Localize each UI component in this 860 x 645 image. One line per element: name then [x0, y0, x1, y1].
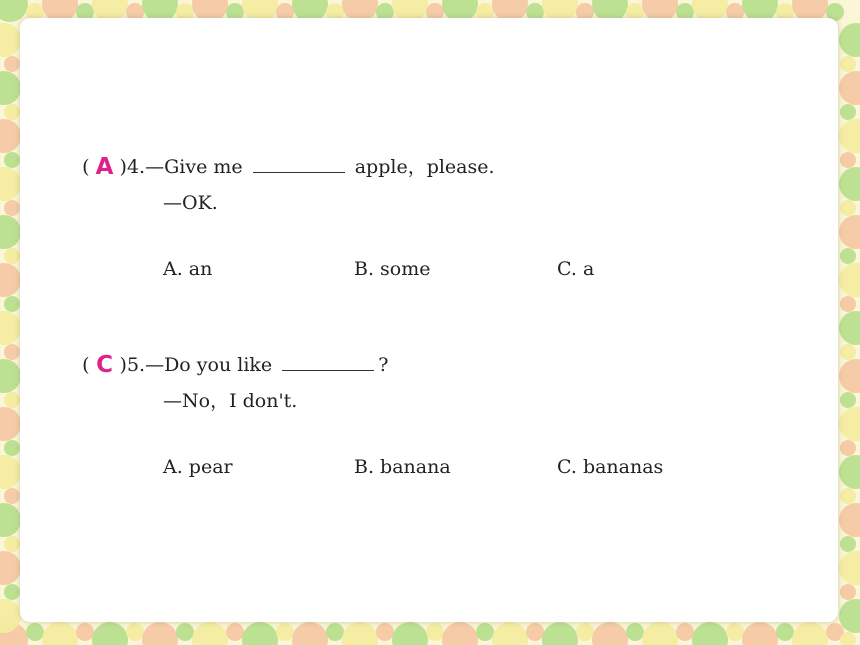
border-dot-58	[692, 622, 728, 645]
border-dot-88	[0, 263, 21, 297]
border-dot-113	[4, 584, 20, 600]
answer-paren-open: (	[82, 354, 90, 376]
border-dot-107	[840, 488, 856, 504]
border-dot-84	[0, 215, 21, 249]
border-dot-66	[792, 622, 828, 645]
border-dot-51	[626, 623, 644, 641]
border-dot-78	[839, 119, 860, 153]
stem-after-blank: apple，please.	[354, 156, 495, 178]
border-dot-80	[0, 167, 21, 201]
answer-paren-open: (	[82, 156, 90, 178]
border-dot-69	[4, 56, 20, 72]
border-dot-43	[526, 623, 544, 641]
stem-after-blank: ?	[378, 354, 389, 376]
border-dot-110	[839, 503, 860, 537]
border-dot-18	[192, 622, 228, 645]
border-dot-114	[839, 551, 860, 585]
border-dot-42	[492, 622, 528, 645]
border-dot-7	[76, 623, 94, 641]
border-dot-81	[4, 200, 20, 216]
border-dot-59	[726, 623, 744, 641]
border-dot-104	[0, 455, 21, 489]
border-dot-75	[840, 104, 856, 120]
stem-before-blank: —Do you like	[145, 354, 273, 376]
border-dot-85	[4, 248, 20, 264]
border-dot-79	[840, 152, 856, 168]
border-dot-31	[376, 623, 394, 641]
border-dot-73	[4, 104, 20, 120]
border-dot-35	[426, 623, 444, 641]
stem-before-blank: —Give me	[145, 156, 243, 178]
border-dot-34	[392, 622, 428, 645]
border-dot-82	[839, 167, 860, 201]
border-dot-98	[839, 359, 860, 393]
border-dot-97	[4, 392, 20, 408]
question-5-option-c: C. bananas	[557, 456, 664, 478]
border-dot-89	[4, 296, 20, 312]
border-dot-23	[276, 623, 294, 641]
border-dot-83	[840, 200, 856, 216]
border-dot-71	[840, 56, 856, 72]
question-4-option-a: A. an	[163, 258, 213, 280]
border-dot-50	[592, 622, 628, 645]
border-dot-87	[840, 248, 856, 264]
border-dot-102	[839, 407, 860, 441]
border-dot-63	[776, 623, 794, 641]
border-dot-91	[840, 296, 856, 312]
answer-paren-close: )	[119, 156, 127, 178]
border-dot-70	[839, 23, 860, 57]
fill-in-blank	[282, 350, 374, 371]
border-dot-94	[839, 311, 860, 345]
border-dot-54	[642, 622, 678, 645]
border-dot-76	[0, 119, 21, 153]
answer-paren-close: )	[119, 354, 127, 376]
border-dot-19	[226, 623, 244, 641]
border-dot-26	[292, 622, 328, 645]
question-4-option-c: C. a	[557, 258, 595, 280]
border-dot-46	[542, 622, 578, 645]
border-dot-99	[840, 392, 856, 408]
border-dot-22	[242, 622, 278, 645]
border-dot-30	[342, 622, 378, 645]
question-number: 5.	[126, 354, 146, 376]
border-dot-14	[142, 622, 178, 645]
border-dot-105	[4, 488, 20, 504]
border-dot-101	[4, 440, 20, 456]
answer-5: C	[96, 352, 113, 378]
question-5-option-b: B. banana	[354, 456, 451, 478]
border-dot-68	[0, 23, 21, 57]
question-5-option-a: A. pear	[163, 456, 233, 478]
border-dot-47	[576, 623, 594, 641]
border-dot-96	[0, 359, 21, 393]
border-dot-38	[442, 622, 478, 645]
border-dot-11	[126, 623, 144, 641]
border-dot-111	[840, 536, 856, 552]
border-dot-86	[839, 215, 860, 249]
border-dot-72	[0, 71, 21, 105]
question-5-reply: —No，I don't.	[163, 390, 298, 412]
question-5-stem	[70, 320, 389, 378]
answer-4: A	[95, 154, 114, 180]
question-4-reply: —OK.	[163, 192, 218, 214]
border-dot-77	[4, 152, 20, 168]
border-dot-27	[326, 623, 344, 641]
border-dot-74	[839, 71, 860, 105]
border-dot-115	[840, 584, 856, 600]
border-dot-106	[839, 455, 860, 489]
question-4-option-b: B. some	[354, 258, 431, 280]
border-dot-93	[4, 344, 20, 360]
question-number: 4.	[126, 156, 146, 178]
border-dot-112	[0, 551, 21, 585]
border-dot-15	[176, 623, 194, 641]
border-dot-103	[840, 440, 856, 456]
question-4-stem	[70, 122, 495, 180]
border-dot-92	[0, 311, 21, 345]
border-dot-109	[4, 536, 20, 552]
border-dot-62	[742, 622, 778, 645]
border-dot-10	[92, 622, 128, 645]
border-dot-100	[0, 407, 21, 441]
border-dot-3	[26, 623, 44, 641]
border-dot-90	[839, 263, 860, 297]
border-dot-55	[676, 623, 694, 641]
border-dot-39	[476, 623, 494, 641]
border-dot-108	[0, 503, 21, 537]
fill-in-blank	[253, 152, 345, 173]
border-dot-95	[840, 344, 856, 360]
border-dot-6	[42, 622, 78, 645]
